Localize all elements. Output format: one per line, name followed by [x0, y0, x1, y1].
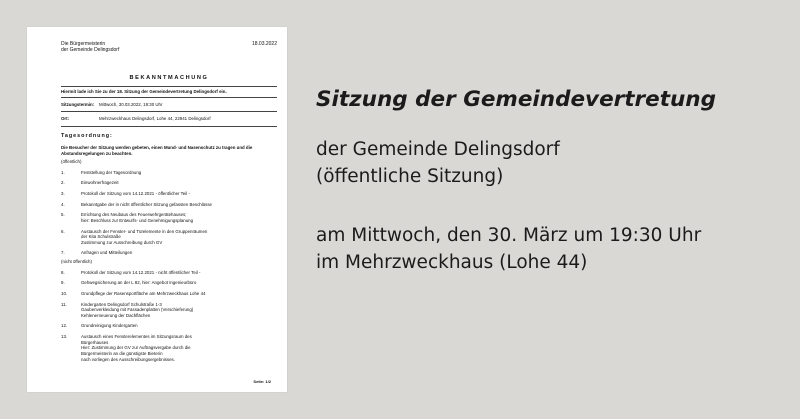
agenda-item-number: 4.: [61, 201, 65, 207]
agenda-item-text: Austausch der Fenster- und Türelemente in den Gruppenräumen der Kita Schulstraße Zustimmung zur Ausschreibung durch GV: [81, 228, 208, 245]
agenda-item-text: Protokoll der Sitzung vom 14.12.2021 - öffentlicher Teil -: [81, 191, 190, 197]
agenda-item-number: 5.: [61, 212, 65, 218]
agenda-item: [61, 229, 277, 246]
agenda-item-text: Protokoll der Sitzung vom 14.12.2021 - nicht öffentlicher Teil -: [81, 269, 201, 275]
agenda-item-number: 2.: [61, 180, 65, 186]
agenda-item-number: 7.: [61, 250, 65, 256]
agenda-item: [61, 323, 277, 329]
invitation-text: Hiermit lade ich Sie zu der 18. Sitzung der Gemeindevertretung Delingsdorf ein.: [61, 89, 227, 95]
agenda-item: [61, 270, 277, 276]
agenda-item-text: Feststellung der Tagesordnung: [81, 169, 142, 175]
sender-line: der Gemeinde Delingsdorf: [61, 47, 120, 53]
agenda-heading: Tagesordnung:: [61, 133, 113, 140]
agenda-item-text: Kindergarten Delingsdorf Schulstraße 1-3 Gaubenverkleidung mit Fassadenplatten (Verschieferung) Kehlenerneuerung der Dachflächen: [81, 301, 194, 318]
agenda-item: [61, 280, 277, 286]
agenda-item: [61, 191, 277, 197]
divider: [61, 97, 277, 98]
agenda-item-number: 9.: [61, 280, 65, 286]
announcement-panel: [316, 87, 786, 276]
location-label: Ort:: [61, 116, 70, 122]
document-date: 18.03.2022: [251, 41, 277, 47]
public-agenda-list: [61, 170, 277, 256]
agenda-item: [61, 202, 277, 208]
agenda-item-text: Einwohnerfragezeit: [81, 180, 119, 186]
agenda-item-number: 10.: [61, 290, 68, 296]
agenda-item-number: 3.: [61, 191, 65, 197]
nonpublic-section-label: (nicht öffentlich): [61, 259, 92, 265]
meeting-date-value: Mittwoch, 30.03.2022, 19:30 Uhr: [99, 101, 163, 107]
announcement-session-type: (öffentliche Sitzung): [316, 166, 504, 187]
sender-block: [61, 41, 119, 53]
agenda-item: [61, 250, 277, 256]
page-number: Seite: 1/2: [253, 378, 271, 384]
divider: [61, 126, 277, 127]
agenda-item: [61, 180, 277, 186]
document-header: [61, 41, 277, 53]
sender-line: Die Bürgermeisterin: [61, 41, 106, 47]
agenda-item: [61, 302, 277, 319]
agenda-item-number: 12.: [61, 323, 68, 329]
agenda-item-text: Grundpflege der Rasensportfläche am Mehrzweckhaus Lohe 44: [81, 290, 206, 296]
agenda-item-text: Anfragen und Mitteilungen: [81, 250, 133, 256]
announcement-municipality: der Gemeinde Delingsdorf: [316, 139, 560, 160]
agenda-item-number: 8.: [61, 269, 65, 275]
public-section-label: (öffentlich): [61, 159, 82, 165]
agenda-item-text: Errichtung des Neubaus des Feuerwehrgerätehauses; hier: Beschluss zur Entwurfs- und Genehmigungsplanung: [81, 212, 194, 223]
meeting-date-label: Sitzungstermin:: [61, 101, 95, 107]
agenda-item-number: 11.: [61, 301, 67, 307]
nonpublic-agenda-list: [61, 270, 277, 363]
announcement-date-time: am Mittwoch, den 30. März um 19:30 Uhr: [316, 225, 702, 246]
agenda-item: [61, 170, 277, 176]
agenda-item-number: 1.: [61, 169, 65, 175]
agenda-item-text: Bekanntgabe der in nicht öffentlicher Sitzung gefassten Beschlüsse: [81, 201, 212, 207]
mask-notice: Die Besucher der Sitzung werden gebeten, einen Mund- und Nasenschutz zu tragen und die Abstandsregelungen zu beachten.: [61, 144, 253, 156]
divider: [61, 111, 277, 112]
announcement-headline: Sitzung der Gemeindevertretung: [316, 87, 716, 112]
location-value: Mehrzweckhaus Delingsdorf, Lohe 44, 22941 Delingsdorf: [99, 116, 211, 122]
agenda-item-text: Austausch eines Fensterelementes im Sitzungsraum des Bürgerhauses Hier: Zustimmung der GV zur Auftragsvergabe durch die Bürgermeisterin an die günstigste Bieterin nach vorliegen des Ausschreibungsergebnisses.: [81, 334, 192, 362]
document-page: [27, 27, 287, 392]
divider: [61, 86, 277, 87]
location-row: [61, 114, 277, 124]
agenda-item: [61, 212, 277, 223]
document-title: BEKANNTMACHUNG: [129, 75, 209, 81]
agenda-item: [61, 334, 277, 362]
agenda-item-text: Gehwegsicherung an der L 82, hier: Angebot Ingenieurbüro: [81, 280, 197, 286]
agenda-item-text: Grundreinigung Kindergarten: [81, 323, 138, 329]
meeting-date-row: [61, 100, 277, 110]
announcement-location: im Mehrzweckhaus (Lohe 44): [316, 252, 588, 273]
agenda-item: [61, 291, 277, 297]
agenda-item-number: 13.: [61, 334, 68, 340]
agenda-item-number: 6.: [61, 228, 65, 234]
